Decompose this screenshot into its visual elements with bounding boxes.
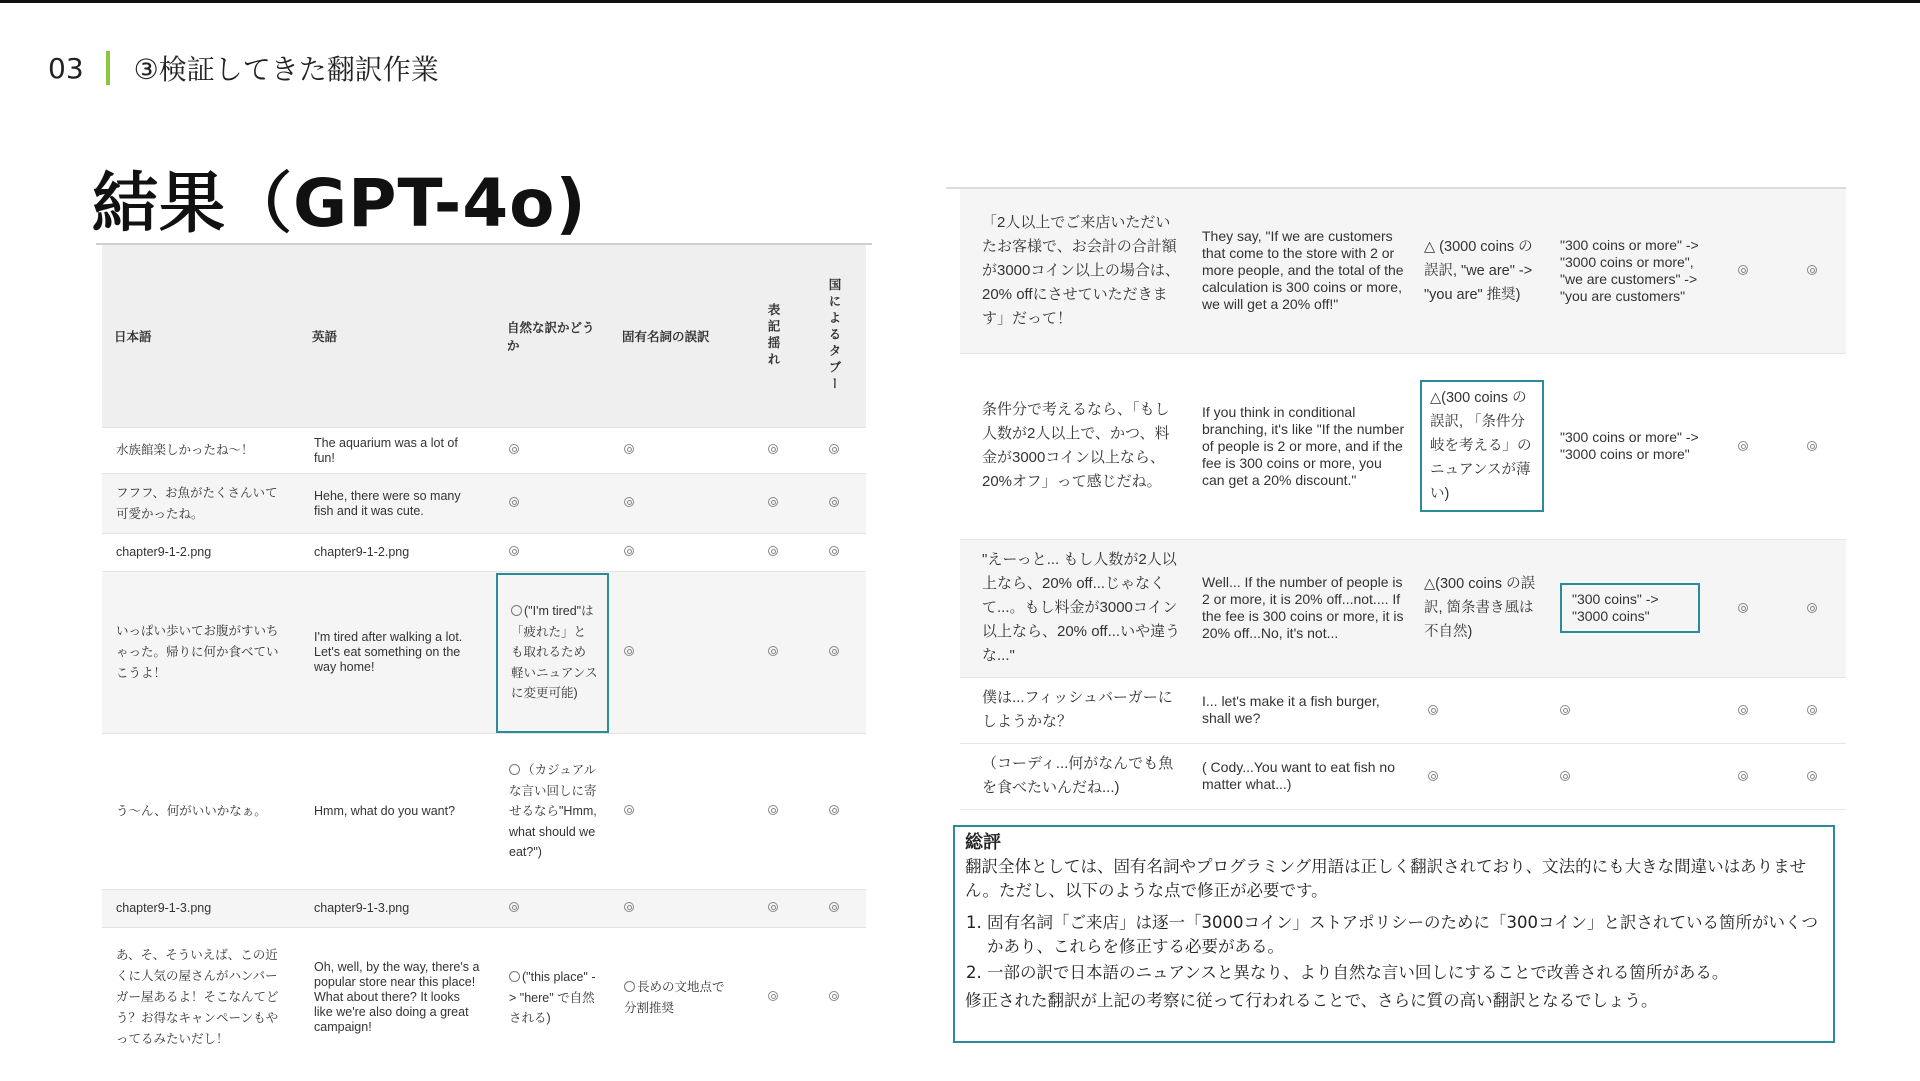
double-circle-icon — [768, 646, 778, 656]
table-row — [960, 353, 1846, 539]
cell-jp: 僕は...フィッシュバーガーにしようかな？ — [960, 677, 1190, 743]
double-circle-icon — [1807, 603, 1817, 613]
review-box — [953, 825, 1835, 1043]
double-circle-icon — [829, 991, 839, 1001]
double-circle-icon — [1738, 441, 1748, 451]
double-circle-icon — [1428, 771, 1438, 781]
table-row — [102, 474, 866, 534]
cell-jp: 「2人以上でご来店いただいたお客様で、お会計の合計額が3000コイン以上の場合は、20% offにさせていただきます」だって！ — [960, 189, 1190, 353]
double-circle-icon — [624, 444, 634, 454]
cell-natural-note — [495, 928, 610, 1068]
table-row — [960, 189, 1846, 353]
double-circle-icon — [1560, 705, 1570, 715]
table-row — [102, 928, 866, 1068]
cell-en: They say, "If we are customers that come to the store with 2 or more people, and the total of the calculation is 300 coins or more, we will get a 20% off!" — [1190, 189, 1416, 353]
review-conclusion: 修正された翻訳が上記の考察に従って行われることで、さらに質の高い翻訳となるでしょう。 — [965, 991, 1658, 1010]
review-point: 2. 一部の訳で日本語のニュアンスと異なり、より自然な言い回しにすることで改善される箇所がある。 — [987, 961, 1823, 985]
double-circle-icon — [768, 497, 778, 507]
cell-en: Oh, well, by the way, there's a popular store near this place! What about there? It looks like we're also doing a great campaign! — [300, 928, 495, 1068]
double-circle-icon — [624, 646, 634, 656]
col-header-proper-noun: 固有名詞の誤訳 — [610, 245, 744, 428]
review-points — [965, 911, 1823, 985]
double-circle-icon — [1807, 265, 1817, 275]
double-circle-icon — [1807, 705, 1817, 715]
section-header — [48, 48, 439, 88]
cell-natural-note: △(300 coins の誤訳, 箇条書き風は不自然) — [1416, 539, 1548, 677]
double-circle-icon — [829, 444, 839, 454]
double-circle-icon — [509, 902, 519, 912]
table-row — [960, 743, 1846, 809]
double-circle-icon — [768, 546, 778, 556]
col-header-variation: 表記揺れ — [744, 245, 802, 428]
double-circle-icon — [624, 497, 634, 507]
natural-note-text: （カジュアルな言い回しに寄せるなら"Hmm, what should we eat?") — [509, 763, 597, 860]
right-results-table — [946, 187, 1846, 810]
double-circle-icon — [829, 805, 839, 815]
double-circle-icon — [624, 902, 634, 912]
review-point: 1. 固有名詞「ご来店」は逐一「3000コイン」ストアポリシーのために「300コイン」と訳されている箇所がいくつかあり、これらを修正する必要がある。 — [987, 911, 1823, 959]
left-results-table — [96, 243, 872, 1068]
double-circle-icon — [1738, 771, 1748, 781]
circle-icon — [509, 971, 520, 982]
double-circle-icon — [509, 546, 519, 556]
double-circle-icon — [1428, 705, 1438, 715]
double-circle-icon — [829, 902, 839, 912]
cell-natural-note — [495, 572, 610, 734]
top-rule — [0, 0, 1920, 3]
double-circle-icon — [1738, 265, 1748, 275]
col-header-natural: 自然な訳かどうか — [495, 245, 610, 428]
cell-en: ( Cody...You want to eat fish no matter what...) — [1190, 743, 1416, 809]
double-circle-icon — [509, 497, 519, 507]
table-row — [960, 539, 1846, 677]
double-circle-icon — [1738, 705, 1748, 715]
cell-proper-note — [1548, 539, 1708, 677]
circle-icon — [509, 764, 520, 775]
double-circle-icon — [624, 805, 634, 815]
cell-jp: 水族館楽しかったね〜！ — [102, 428, 300, 474]
cell-jp: う〜ん、何がいいかなぁ。 — [102, 734, 300, 890]
section-title: ③検証してきた翻訳作業 — [133, 53, 439, 86]
circle-icon — [624, 981, 635, 992]
review-intro: 翻訳全体としては、固有名詞やプログラミング用語は正しく翻訳されており、文法的にも大きな間違いはありません。ただし、以下のような点で修正が必要です。 — [965, 857, 1807, 900]
table-row — [102, 428, 866, 474]
cell-proper-note: "300 coins or more" -> "3000 coins or more", "we are customers" -> "you are customers" — [1548, 189, 1708, 353]
page-title: 結果（GPT-4o) — [92, 165, 587, 242]
cell-en: chapter9-1-2.png — [300, 534, 495, 572]
double-circle-icon — [1807, 771, 1817, 781]
double-circle-icon — [768, 444, 778, 454]
accent-bar — [106, 51, 110, 85]
col-header-english: 英語 — [300, 245, 495, 428]
cell-jp: chapter9-1-3.png — [102, 890, 300, 928]
cell-natural-note — [495, 734, 610, 890]
section-number: 03 — [48, 51, 84, 85]
double-circle-icon — [509, 444, 519, 454]
double-circle-icon — [768, 902, 778, 912]
col-header-taboo: 国によるタブー — [802, 245, 866, 428]
table-row — [102, 734, 866, 890]
cell-en: I'm tired after walking a lot. Let's eat something on the way home! — [300, 572, 495, 734]
cell-jp: "えーっと... もし人数が2人以上なら、20% off...じゃなくて...。もし料金が3000コイン以上なら、20% off...いや違うな..." — [960, 539, 1190, 677]
cell-en: Hehe, there were so many fish and it was cute. — [300, 474, 495, 534]
table-row — [102, 572, 866, 734]
cell-jp: いっぱい歩いてお腹がすいちゃった。帰りに何か食べていこうよ！ — [102, 572, 300, 734]
cell-natural-note — [1416, 353, 1548, 539]
table-row — [960, 677, 1846, 743]
double-circle-icon — [624, 546, 634, 556]
natural-note-text: ("this place" -> "here" で自然される) — [509, 970, 596, 1025]
double-circle-icon — [829, 646, 839, 656]
cell-natural-note: △ (3000 coins の誤訳, "we are" -> "you are" 推奨) — [1416, 189, 1548, 353]
cell-proper-note: "300 coins or more" -> "3000 coins or more" — [1548, 353, 1708, 539]
double-circle-icon — [768, 991, 778, 1001]
review-heading: 総評 — [965, 832, 1001, 853]
proper-note-text: 長めの文地点で分割推奨 — [624, 980, 725, 1015]
double-circle-icon — [768, 805, 778, 815]
cell-en: chapter9-1-3.png — [300, 890, 495, 928]
table-row — [102, 890, 866, 928]
cell-en: If you think in conditional branching, it's like "If the number of people is 2 or more, and if the fee is 300 coins or more, you can get a 20% discount." — [1190, 353, 1416, 539]
cell-proper-note — [610, 928, 744, 1068]
col-header-japanese: 日本語 — [102, 245, 300, 428]
table-header-row — [102, 245, 866, 428]
cell-jp: 条件分で考えるなら、「もし人数が2人以上で、かつ、料金が3000コイン以上なら、20%オフ」って感じだね。 — [960, 353, 1190, 539]
cell-jp: （コーディ...何がなんでも魚を食べたいんだね...) — [960, 743, 1190, 809]
double-circle-icon — [1738, 603, 1748, 613]
highlight-box: "300 coins" -> "3000 coins" — [1560, 583, 1700, 633]
cell-en: I... let's make it a fish burger, shall we? — [1190, 677, 1416, 743]
circle-icon — [511, 605, 522, 616]
cell-jp: あ、そ、そういえば、この近くに人気の屋さんがハンバーガー屋あるよ！そこなんてどう？お得なキャンペーンもやってるみたいだし！ — [102, 928, 300, 1068]
highlight-box: △(300 coins の誤訳, 「条件分岐を考える」のニュアンスが薄い) — [1420, 380, 1544, 512]
cell-jp: フフフ、お魚がたくさんいて可愛かったね。 — [102, 474, 300, 534]
table-row — [102, 534, 866, 572]
double-circle-icon — [829, 546, 839, 556]
natural-note-text: ("I'm tired"は「疲れた」とも取れるため軽いニュアンスに変更可能) — [511, 604, 598, 701]
cell-en: The aquarium was a lot of fun! — [300, 428, 495, 474]
cell-en: Hmm, what do you want? — [300, 734, 495, 890]
cell-en: Well... If the number of people is 2 or more, it is 20% off...not.... If the fee is 300 coins or more, it is 20% off...No, it's not... — [1190, 539, 1416, 677]
double-circle-icon — [1807, 441, 1817, 451]
cell-jp: chapter9-1-2.png — [102, 534, 300, 572]
double-circle-icon — [829, 497, 839, 507]
double-circle-icon — [1560, 771, 1570, 781]
